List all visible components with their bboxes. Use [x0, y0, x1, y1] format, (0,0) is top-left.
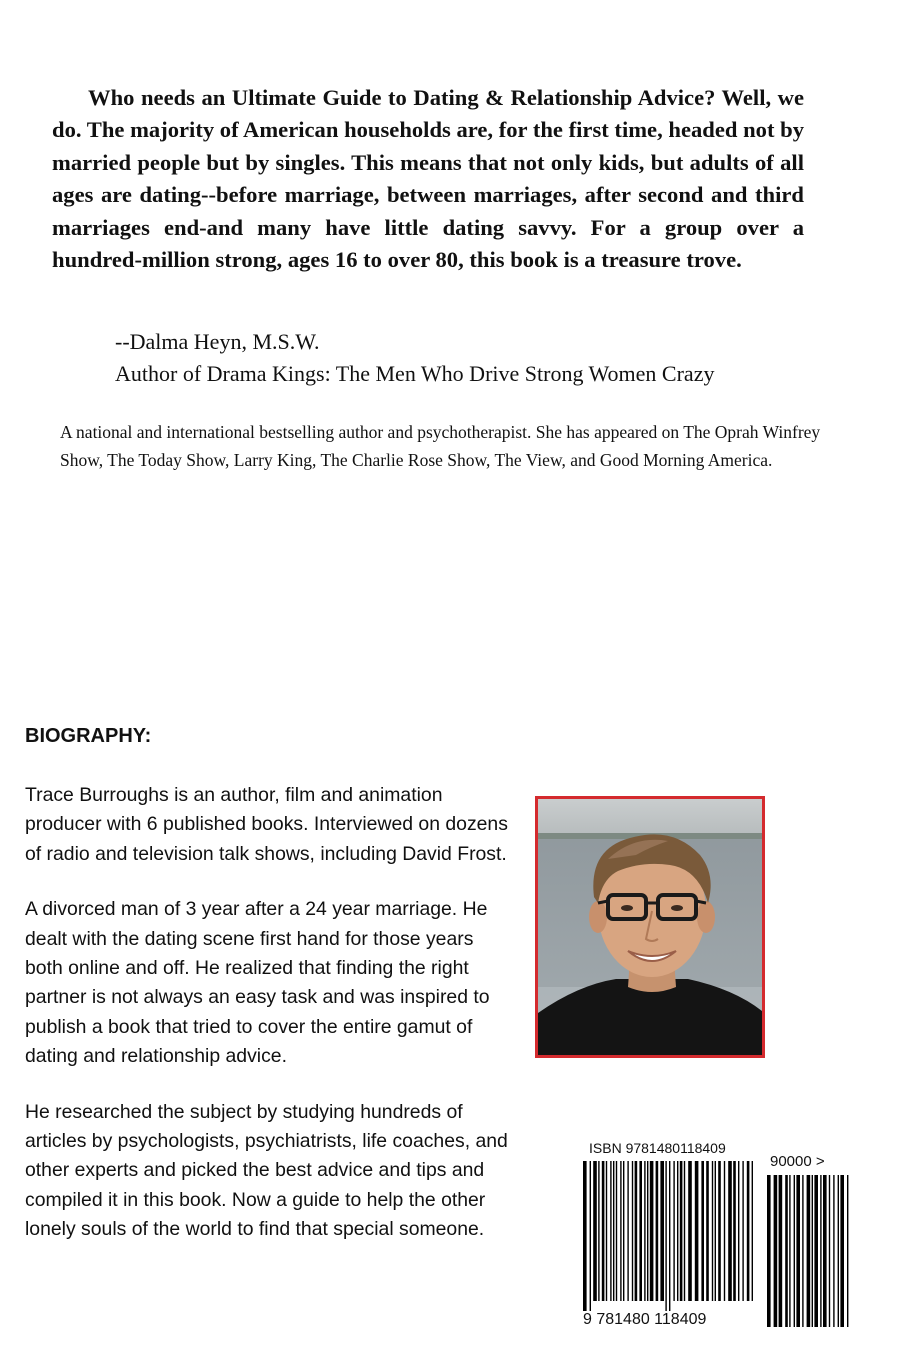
- biography-paragraph: A divorced man of 3 year after a 24 year marriage. He dealt with the dating scene first hand for those years both online and off. He realized that finding the right partner is not always an easy task and was inspired to publish a book that tried to cover the entire gamut of dating and relationship advice.: [25, 898, 490, 1068]
- barcode-bar: [627, 1161, 628, 1301]
- barcode-bar: [647, 1161, 648, 1301]
- attribution-name: --Dalma Heyn, M.S.W.: [115, 329, 320, 354]
- barcode-bar: [752, 1161, 753, 1301]
- isbn-label: ISBN 9781480118409: [589, 1140, 726, 1156]
- barcode-bar: [794, 1175, 795, 1327]
- barcode-bar: [695, 1161, 699, 1301]
- barcode-bar: [742, 1161, 743, 1301]
- biography-text: [25, 781, 515, 1271]
- barcode-bar: [715, 1161, 716, 1301]
- barcode-bar: [644, 1161, 645, 1301]
- isbn-digits: 9 781480 118409: [583, 1311, 707, 1328]
- barcode-bar: [738, 1161, 739, 1301]
- barcode-bar: [718, 1161, 721, 1301]
- author-photo: [535, 796, 765, 1058]
- author-portrait-illustration: [538, 799, 762, 1055]
- attribution-title: Author of Drama Kings: The Men Who Drive Strong Women Crazy: [115, 361, 715, 386]
- isbn-barcode: [581, 1140, 865, 1330]
- barcode-bar: [774, 1175, 778, 1327]
- barcode-bar: [829, 1175, 830, 1327]
- barcode-bar: [680, 1161, 683, 1301]
- barcode-bar: [620, 1161, 621, 1301]
- endorsement-attribution: [115, 326, 714, 390]
- barcode-bar: [639, 1161, 642, 1301]
- barcode-bar: [820, 1175, 821, 1327]
- barcode-bar: [583, 1161, 587, 1311]
- barcode-bar: [847, 1175, 848, 1327]
- barcode-bar: [779, 1175, 783, 1327]
- barcode-bar: [665, 1161, 666, 1311]
- barcode-bar: [807, 1175, 811, 1327]
- barcode-bar: [616, 1161, 617, 1301]
- barcode-bar: [728, 1161, 732, 1301]
- barcode-bar: [635, 1161, 638, 1301]
- barcode-main-bars: [581, 1161, 759, 1311]
- barcode-bar: [669, 1161, 670, 1311]
- barcode-bar: [606, 1161, 607, 1301]
- barcode-addon-bars: [765, 1175, 851, 1327]
- barcode-bar: [650, 1161, 654, 1301]
- barcode-bar: [767, 1175, 771, 1327]
- endorsement-quote: Who needs an Ultimate Guide to Dating & Relationship Advice? Well, we do. The majority of American households are, for the first time, headed not by married people but by singles. This means that not only kids, but adults of all ages are dating--before marriage, between marriages, after second and third marriages end-and many have little dating savvy. For a group over a hundred-million strong, ages 16 to over 80, this book is a treasure trove.: [52, 85, 804, 273]
- barcode-bar: [656, 1161, 659, 1301]
- barcode-bar: [673, 1161, 674, 1301]
- barcode-bar: [677, 1161, 678, 1301]
- barcode-bar: [610, 1161, 611, 1301]
- barcode-bar: [833, 1175, 834, 1327]
- barcode-bar: [701, 1161, 704, 1301]
- barcode-bar: [789, 1175, 790, 1327]
- biography-paragraph: He researched the subject by studying hundreds of articles by psychologists, psychiatrists, life coaches, and other experts and picked the best advice and tips and compiled it in this book. Now a guide to help the other lonely souls of the world to find that special someone.: [25, 1100, 508, 1241]
- barcode-bar: [598, 1161, 599, 1301]
- barcode-bar: [802, 1175, 803, 1327]
- endorser-description: A national and international bestselling author and psychotherapist. She has appeared on The Oprah Winfrey Show, The Today Show, Larry King, The Charlie Rose Show, The View, and Good Morning America.: [60, 422, 821, 470]
- biography-paragraph: Trace Burroughs is an author, film and animation producer with 6 published books. Interviewed on dozens of radio and television talk shows, including David Frost.: [25, 784, 508, 865]
- barcode-bar: [747, 1161, 750, 1301]
- barcode-bar: [602, 1161, 605, 1301]
- barcode-bar: [613, 1161, 614, 1301]
- barcode-bar: [684, 1161, 685, 1301]
- biography-heading: BIOGRAPHY:: [25, 725, 152, 747]
- barcode-bar: [593, 1161, 597, 1301]
- barcode-bar: [623, 1161, 624, 1301]
- barcode-bar: [660, 1161, 664, 1301]
- barcode-bar: [823, 1175, 827, 1327]
- price-code: 90000 >: [770, 1153, 825, 1170]
- barcode-bar: [590, 1161, 591, 1311]
- barcode-bar: [838, 1175, 839, 1327]
- barcode-bar: [688, 1161, 692, 1301]
- barcode-bar: [785, 1175, 788, 1327]
- barcode-bar: [814, 1175, 818, 1327]
- barcode-bar: [812, 1175, 813, 1327]
- barcode-bar: [733, 1161, 736, 1301]
- barcode-bar: [706, 1161, 709, 1301]
- barcode-bar: [632, 1161, 633, 1301]
- barcode-bar: [712, 1161, 713, 1301]
- barcode-bar: [840, 1175, 844, 1327]
- barcode-bar: [796, 1175, 800, 1327]
- barcode-bar: [724, 1161, 725, 1301]
